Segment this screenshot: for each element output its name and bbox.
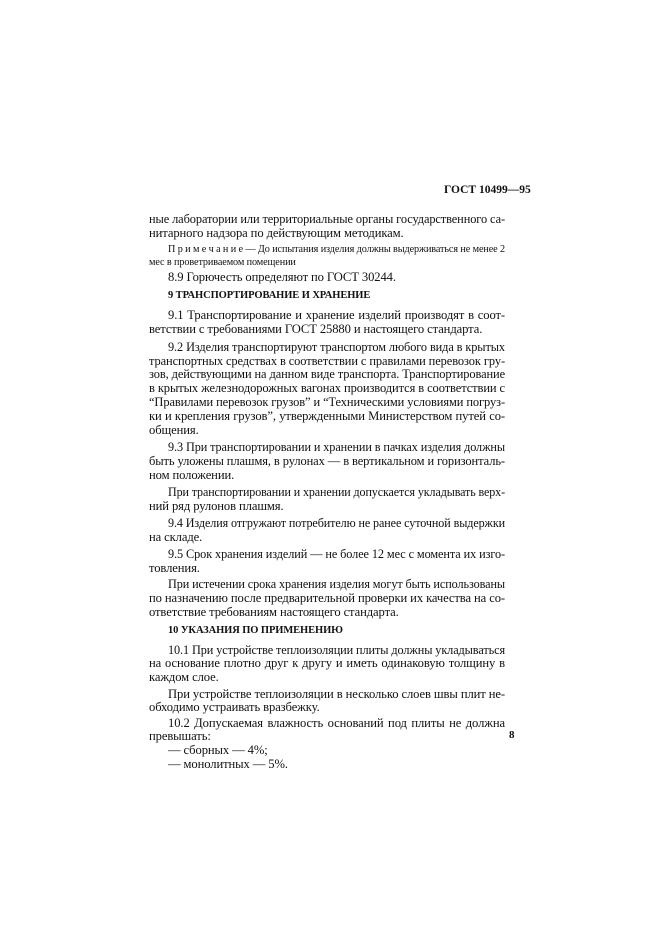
text-line: в крытых железнодорожных вагонах производится в соответствии с (149, 381, 505, 395)
text-line: на основание плотно друг к другу и иметь одинаковую толщину в (149, 656, 505, 670)
text-line: нитарного надзора по действующим методикам. (149, 226, 404, 240)
text-line: на складе. (149, 530, 203, 544)
text-line: — монолитных — 5%. (168, 757, 288, 771)
text-line: превышать: (149, 729, 211, 743)
note-line: П р и м е ч а н и е — До испытания изделия должны выдерживаться не менее 2 (168, 244, 505, 255)
text-line: товления. (149, 561, 200, 575)
section-heading: 10 УКАЗАНИЯ ПО ПРИМЕНЕНИЮ (168, 625, 343, 636)
text-line: “Правилами перевозок грузов” и “Техническими условиями погруз- (149, 395, 505, 409)
text-line: 9.4 Изделия отгружают потребителю не ранее суточной выдержки (168, 516, 505, 530)
text-line: ний ряд рулонов плашмя. (149, 499, 284, 513)
section-heading: 9 ТРАНСПОРТИРОВАНИЕ И ХРАНЕНИЕ (168, 290, 371, 301)
text-line: быть уложены плашмя, в рулонах — в вертикальном и горизонталь- (149, 454, 505, 468)
text-line: При транспортировании и хранении допускается укладывать верх- (168, 485, 505, 499)
text-line: каждом слое. (149, 670, 219, 684)
text-line: транспортных средствах в соответствии с правилами перевозок гру- (149, 354, 505, 368)
text-line: обходимо устраивать вразбежку. (149, 700, 320, 714)
text-line: 10.1 При устройстве теплоизоляции плиты должны укладываться (168, 643, 505, 657)
text-line: по назначению после предварительной проверки их качества на со- (149, 591, 505, 605)
document-header: ГОСТ 10499—95 (444, 184, 531, 196)
text-line: 9.2 Изделия транспортируют транспортом любого вида в крытых (168, 340, 505, 354)
text-line: 9.1 Транспортирование и хранение изделий производят в соот- (168, 308, 505, 322)
text-line: При устройстве теплоизоляции в несколько слоев швы плит не- (168, 687, 505, 701)
text-line: 10.2 Допускаемая влажность оснований под плиты не должна (168, 716, 505, 730)
text-line: 9.5 Срок хранения изделий — не более 12 мес с момента их изго- (168, 547, 505, 561)
text-line: ветствии с требованиями ГОСТ 25880 и настоящего стандарта. (149, 322, 483, 336)
text-line: общения. (149, 423, 199, 437)
text-line: зов, действующими на данном виде транспорта. Транспортирование (149, 367, 505, 381)
note-line: мес в проветриваемом помещении (149, 257, 296, 268)
text-line: 8.9 Горючесть определяют по ГОСТ 30244. (168, 270, 396, 284)
text-line: ки и крепления грузов”, утвержденными Министерством путей со- (149, 409, 505, 423)
text-line: ответствие требованиям настоящего стандарта. (149, 605, 399, 619)
text-line: ном положении. (149, 468, 235, 482)
page-number: 8 (509, 729, 515, 741)
text-line: 9.3 При транспортировании и хранении в пачках изделия должны (168, 440, 505, 454)
text-line: — сборных — 4%; (168, 743, 268, 757)
text-line: При истечении срока хранения изделия могут быть использованы (168, 577, 505, 591)
text-line: ные лаборатории или территориальные органы государственного са- (149, 212, 505, 226)
